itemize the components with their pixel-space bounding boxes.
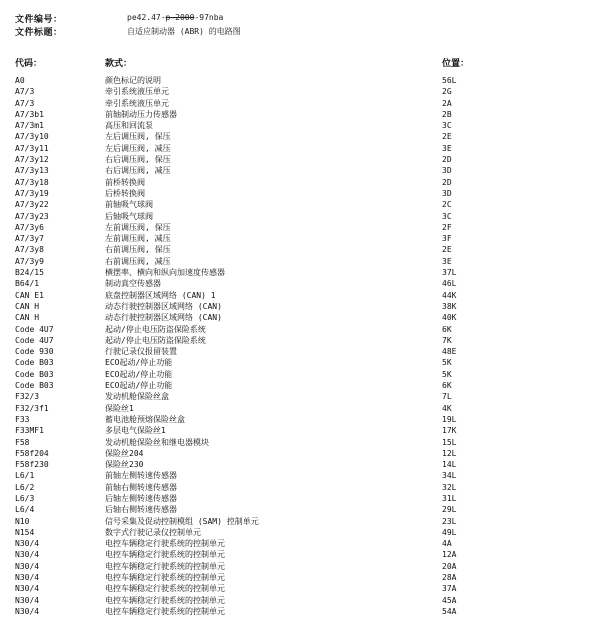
row-position: 7L (442, 392, 452, 402)
row-description: 动态行驶控制器区域网络 (CAN) (105, 301, 222, 311)
row-position: 14L (442, 460, 457, 470)
row-position: 7K (442, 335, 452, 345)
row-description: 保险丝204 (105, 448, 144, 458)
row-description: 高压和回流泵 (105, 121, 153, 131)
row-position: 48E (442, 347, 457, 357)
row-description: 颜色标记的说明 (105, 76, 161, 85)
file-number-value (127, 13, 223, 22)
row-code: N30/4 (15, 573, 40, 583)
row-description: 前轴右侧转速传感器 (105, 482, 177, 492)
row-position: 32L (442, 482, 457, 492)
row-position: 29L (442, 505, 457, 515)
row-position: 2F (442, 222, 452, 232)
row-description: 电控车辆稳定行驶系统的控制单元 (105, 539, 225, 549)
row-description: 制动真空传感器 (105, 279, 161, 289)
row-position: 5K (442, 358, 452, 368)
row-code: A0 (15, 76, 25, 85)
table-row (0, 278, 602, 289)
table-row (0, 143, 602, 154)
table-row (0, 595, 602, 606)
row-description: 左后调压阀, 保压 (105, 132, 171, 142)
table-row (0, 549, 602, 560)
row-position: 4A (442, 539, 452, 549)
row-position: 6K (442, 324, 452, 334)
row-description: 起动/停止电压防盗保险系统 (105, 335, 206, 345)
row-code: L6/1 (15, 471, 35, 481)
row-description: ECO起动/停止功能 (105, 381, 173, 391)
row-description: 底盘控制器区域网络 (CAN) 1 (105, 290, 216, 300)
row-position: 19L (442, 414, 457, 424)
row-description: 前轴制动压力传感器 (105, 109, 177, 119)
row-description: ECO起动/停止功能 (105, 358, 173, 368)
row-position: 31L (442, 493, 457, 503)
table-row (0, 357, 602, 368)
row-position: 44K (442, 290, 457, 300)
table-row (0, 527, 602, 538)
row-code: B24/15 (15, 268, 44, 278)
row-position: 5K (442, 369, 452, 379)
row-code: F58 (15, 437, 30, 447)
row-description: 信号采集及促动控制模组 (SAM) 控制单元 (105, 516, 259, 526)
row-description: 左前调压阀, 减压 (105, 234, 171, 244)
row-position: 38K (442, 301, 457, 311)
table-row (0, 199, 602, 210)
table-row (0, 222, 602, 233)
row-position: 17K (442, 426, 457, 436)
row-code: Code B03 (15, 358, 54, 368)
row-description: 前轴吸气球阀 (105, 200, 153, 210)
row-code: A7/3b1 (15, 109, 44, 119)
row-description: 多层电气保险丝1 (105, 426, 166, 436)
row-code: N154 (15, 527, 35, 537)
row-position: 12A (442, 550, 457, 560)
table-row (0, 482, 602, 493)
table-row (0, 380, 602, 391)
row-description: 发动机舱保险丝盒 (105, 392, 169, 402)
row-code: A7/3y7 (15, 234, 44, 244)
file-title-value: 自适应制动器 (ABR) 的电路图 (127, 27, 241, 36)
table-row (0, 211, 602, 222)
row-code: Code B03 (15, 381, 54, 391)
row-code: A7/3y13 (15, 166, 49, 176)
row-description: 发动机舱保险丝和继电器模块 (105, 437, 209, 447)
table-row (0, 561, 602, 572)
row-description: 行驶记录仪报留装置 (105, 347, 177, 357)
file-number-suffix: -97nba (194, 13, 224, 22)
table-row (0, 448, 602, 459)
column-header-pos: 位置： (442, 59, 470, 69)
table-row (0, 414, 602, 425)
row-description: ECO起动/停止功能 (105, 369, 173, 379)
row-code: N30/4 (15, 595, 40, 605)
row-position: 2G (442, 87, 452, 97)
row-code: A7/3 (15, 87, 35, 97)
file-number-struck: p-2000 (165, 13, 195, 22)
table-row (0, 425, 602, 436)
table-row (0, 369, 602, 380)
row-code: N30/4 (15, 550, 40, 560)
row-position: 3C (442, 121, 452, 131)
row-code: CAN H (15, 313, 40, 323)
row-description: 横摆率、横向和纵向加速度传感器 (105, 268, 225, 278)
table-row (0, 165, 602, 176)
row-description: 左后调压阀, 减压 (105, 143, 171, 153)
column-header-desc: 款式： (105, 59, 133, 69)
row-position: 49L (442, 527, 457, 537)
table-row (0, 583, 602, 594)
table-row (0, 516, 602, 527)
row-description: 电控车辆稳定行驶系统的控制单元 (105, 595, 225, 605)
row-description: 牵引系统液压单元 (105, 87, 169, 97)
row-description: 电控车辆稳定行驶系统的控制单元 (105, 573, 225, 583)
row-code: Code 4U7 (15, 324, 54, 334)
table-row (0, 267, 602, 278)
row-code: CAN E1 (15, 290, 44, 300)
table-row (0, 324, 602, 335)
table-row (0, 244, 602, 255)
row-description: 右前调压阀, 减压 (105, 256, 171, 266)
row-description: 右前调压阀, 保压 (105, 245, 171, 255)
row-description: 前桥转换阀 (105, 177, 145, 187)
row-description: 牵引系统液压单元 (105, 98, 169, 108)
row-position: 34L (442, 471, 457, 481)
row-code: A7/3y9 (15, 256, 44, 266)
row-description: 保险丝1 (105, 403, 134, 413)
row-position: 2E (442, 132, 452, 142)
row-position: 3E (442, 256, 452, 266)
row-description: 右后调压阀, 减压 (105, 166, 171, 176)
component-list (0, 75, 602, 617)
row-description: 左前调压阀, 保压 (105, 222, 171, 232)
table-row (0, 256, 602, 267)
table-row (0, 109, 602, 120)
row-position: 2B (442, 109, 452, 119)
row-position: 3D (442, 188, 452, 198)
row-description: 后轴左侧转速传感器 (105, 493, 177, 503)
table-row (0, 233, 602, 244)
table-row (0, 301, 602, 312)
table-row (0, 572, 602, 583)
row-description: 电控车辆稳定行驶系统的控制单元 (105, 561, 225, 571)
table-row (0, 177, 602, 188)
row-description: 蓄电池舱预熔保险丝盒 (105, 414, 185, 424)
row-position: 2D (442, 177, 452, 187)
table-row (0, 403, 602, 414)
row-code: F32/3f1 (15, 403, 49, 413)
row-position: 4K (442, 403, 452, 413)
row-description: 前轴左侧转速传感器 (105, 471, 177, 481)
row-code: L6/4 (15, 505, 35, 515)
table-row (0, 335, 602, 346)
file-number-part: pe42.47- (127, 13, 166, 22)
table-row (0, 391, 602, 402)
row-code: F33MF1 (15, 426, 44, 436)
row-position: 37A (442, 584, 457, 594)
row-code: N30/4 (15, 561, 40, 571)
row-description: 动态行驶控制器区域网络 (CAN) (105, 313, 222, 323)
table-row (0, 98, 602, 109)
row-position: 2E (442, 245, 452, 255)
row-code: A7/3y12 (15, 155, 49, 165)
row-position: 20A (442, 561, 457, 571)
file-number-label: 文件编号： (15, 15, 63, 25)
row-position: 3C (442, 211, 452, 221)
row-position: 45A (442, 595, 457, 605)
row-code: N30/4 (15, 606, 40, 616)
row-position: 23L (442, 516, 457, 526)
table-row (0, 312, 602, 323)
row-code: F32/3 (15, 392, 40, 402)
row-position: 28A (442, 573, 457, 583)
row-code: N30/4 (15, 584, 40, 594)
row-description: 电控车辆稳定行驶系统的控制单元 (105, 584, 225, 594)
row-code: N10 (15, 516, 30, 526)
row-code: A7/3y11 (15, 143, 49, 153)
column-header-code: 代码： (15, 59, 43, 69)
row-position: 54A (442, 606, 457, 616)
row-description: 后桥转换阀 (105, 188, 145, 198)
row-description: 数字式行驶记录仪控制单元 (105, 527, 201, 537)
row-description: 电控车辆稳定行驶系统的控制单元 (105, 606, 225, 616)
row-position: 3E (442, 143, 452, 153)
table-row (0, 606, 602, 617)
row-position: 15L (442, 437, 457, 447)
table-row (0, 188, 602, 199)
table-row (0, 154, 602, 165)
row-position: 37L (442, 268, 457, 278)
row-code: N30/4 (15, 539, 40, 549)
row-description: 起动/停止电压防盗保险系统 (105, 324, 206, 334)
row-code: A7/3 (15, 98, 35, 108)
row-code: Code 4U7 (15, 335, 54, 345)
table-row (0, 493, 602, 504)
table-row (0, 290, 602, 301)
row-description: 电控车辆稳定行驶系统的控制单元 (105, 550, 225, 560)
file-title-label: 文件标题： (15, 28, 63, 38)
row-code: Code 930 (15, 347, 54, 357)
row-description: 后轴吸气球阀 (105, 211, 153, 221)
table-row (0, 437, 602, 448)
row-description: 右后调压阀, 保压 (105, 155, 171, 165)
table-row (0, 470, 602, 481)
table-row (0, 120, 602, 131)
row-code: F58f230 (15, 460, 49, 470)
row-description: 保险丝230 (105, 460, 144, 470)
table-row (0, 75, 602, 86)
row-position: 3D (442, 166, 452, 176)
row-code: A7/3y10 (15, 132, 49, 142)
row-position: 56L (442, 76, 457, 85)
row-code: L6/2 (15, 482, 35, 492)
row-code: CAN H (15, 301, 40, 311)
row-code: A7/3y19 (15, 188, 49, 198)
row-code: B64/1 (15, 279, 40, 289)
row-description: 后轴右侧转速传感器 (105, 505, 177, 515)
row-code: F33 (15, 414, 30, 424)
table-row (0, 538, 602, 549)
row-position: 6K (442, 381, 452, 391)
table-row (0, 459, 602, 470)
row-position: 46L (442, 279, 457, 289)
row-code: A7/3y8 (15, 245, 44, 255)
table-row (0, 86, 602, 97)
row-position: 2A (442, 98, 452, 108)
row-code: A7/3y23 (15, 211, 49, 221)
row-position: 40K (442, 313, 457, 323)
row-code: A7/3y18 (15, 177, 49, 187)
row-code: A7/3y22 (15, 200, 49, 210)
row-position: 2D (442, 155, 452, 165)
row-code: Code B03 (15, 369, 54, 379)
row-code: F58f204 (15, 448, 49, 458)
row-code: A7/3m1 (15, 121, 44, 131)
row-position: 3F (442, 234, 452, 244)
table-row (0, 131, 602, 142)
row-code: A7/3y6 (15, 222, 44, 232)
row-position: 12L (442, 448, 457, 458)
table-row (0, 346, 602, 357)
table-row (0, 504, 602, 515)
row-position: 2C (442, 200, 452, 210)
row-code: L6/3 (15, 493, 35, 503)
